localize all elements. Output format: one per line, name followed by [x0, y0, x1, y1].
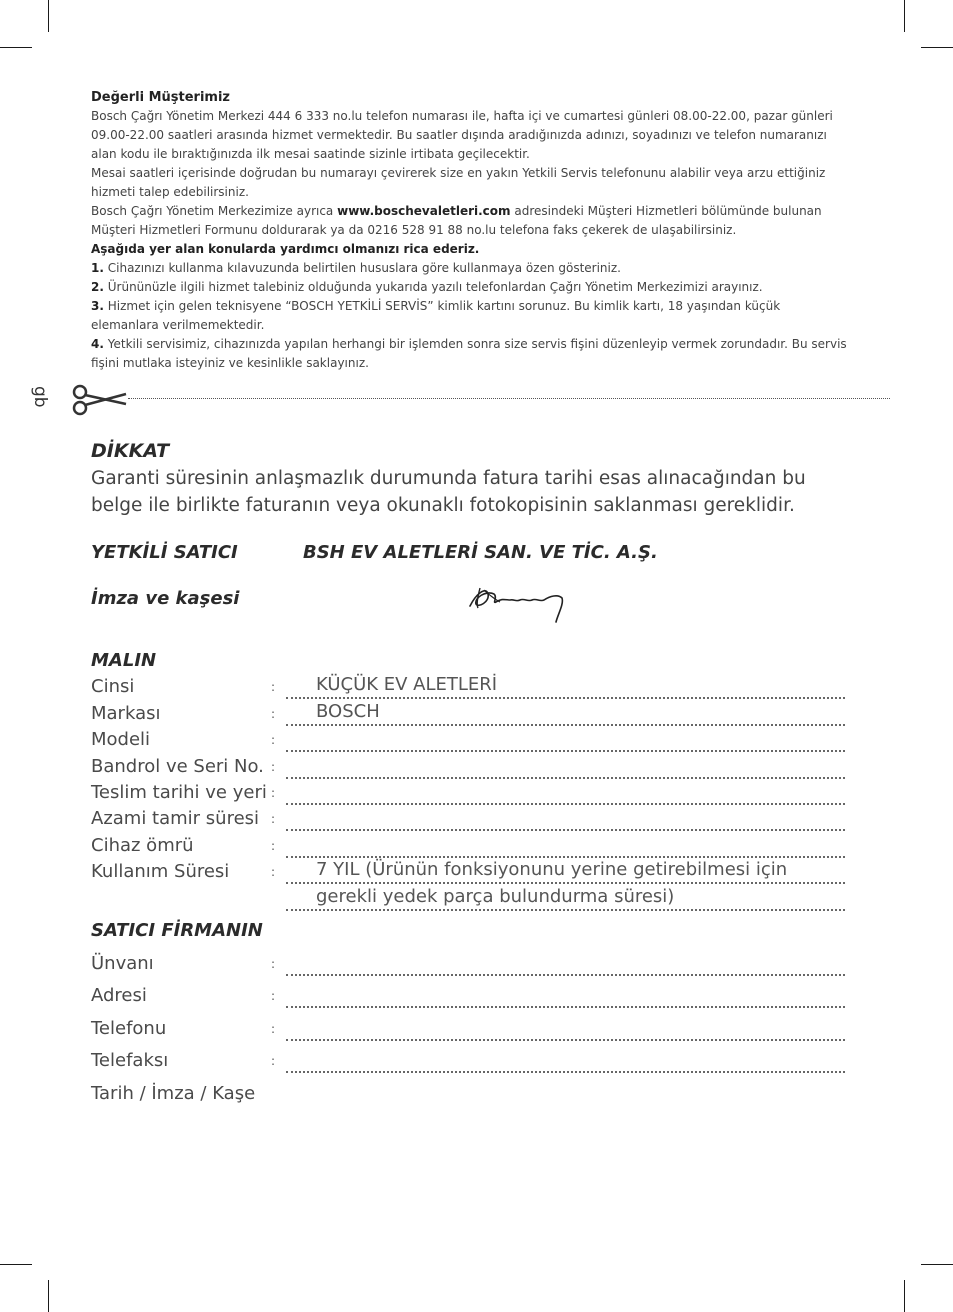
dotted-cut-line: [128, 398, 890, 399]
crop-mark: [904, 1280, 905, 1312]
language-code: gb: [30, 386, 50, 408]
product-section-title: MALIN: [91, 650, 157, 671]
intro-paragraph-web: Bosch Çağrı Yönetim Merkezimize ayrıca www.boschevaletleri.com adresindeki Müşteri Hizmetleri bölümünde bulunan Müşteri Hizmetleri Formunu doldurarak ya da 0216 528 91 88 no.lu telefona faks çekerek de ulaşabilirsiniz.: [91, 204, 822, 237]
crop-mark: [48, 0, 49, 32]
seller-title-input-line[interactable]: [286, 974, 845, 976]
intro-heading: Değerli Müşterimiz: [91, 90, 230, 105]
seller-field-address: Adresi :: [91, 985, 845, 1011]
intro-paragraph-hours: Bosch Çağrı Yönetim Merkezi 444 6 333 no.lu telefon numarası ile, hafta içi ve cumartesi günleri 08.00-22.00, pazar günleri 09.00-22.00 saatleri arasında hizmet vermektedir. Bu saatler dışında aradığınızda adınızı, soyadınızı ve telefon numaranızı alan kodu ile bıraktığınızda ilk mesai saatinde sizinle irtibata geçilecektir.: [91, 109, 833, 161]
dealer-label: YETKİLİ SATICI: [91, 542, 238, 563]
seller-field-title: Ünvanı :: [91, 953, 845, 979]
lifetime-input-line[interactable]: [286, 856, 845, 858]
request-text: Aşağıda yer alan konularda yardımcı olmanızı rica ederiz.: [91, 242, 480, 256]
product-field-usage-continued: gerekli yedek parça bulundurma süresi): [91, 888, 845, 914]
crop-mark: [904, 0, 905, 32]
crop-mark: [48, 1280, 49, 1312]
seller-field-phone: Telefonu :: [91, 1018, 845, 1044]
date-signature-label: Tarih / İmza / Kaşe: [91, 1083, 256, 1104]
dealer-name: BSH EV ALETLERİ SAN. VE TİC. A.Ş.: [303, 542, 658, 563]
product-field-brand: Markası : BOSCH: [91, 703, 845, 729]
warning-text: Garanti süresinin anlaşmazlık durumunda fatura tarihi esas alınacağından bu belge ile birlikte faturanın veya okunaklı fotokopisinin saklanması gereklidir.: [91, 468, 806, 516]
model-input-line[interactable]: [286, 750, 845, 752]
crop-mark: [0, 47, 32, 48]
usage-input-line[interactable]: [286, 882, 845, 884]
list-item: 4. Yetkili servisimiz, cihazınızda yapılan herhangi bir işlemden sonra size servis fişini düzenleyip vermek zorundadır. Bu servis fişini mutlaka isteyiniz ve kesinlikle saklayınız.: [91, 337, 847, 370]
list-item: 1. Cihazınızı kullanma kılavuzunda belirtilen hususlara göre kullanmaya özen gösteriniz.: [91, 261, 621, 275]
crop-mark: [921, 47, 953, 48]
product-field-usage: Kullanım Süresi : 7 YIL (Ürünün fonksiyonunu yerine getirebilmesi için: [91, 861, 845, 887]
list-item: 2. Ürününüzle ilgili hizmet talebiniz olduğunda yukarıda yazılı telefonlardan Çağrı Yönetim Merkezimizi arayınız.: [91, 280, 763, 294]
brand-input-line[interactable]: [286, 724, 845, 726]
type-input-line[interactable]: [286, 697, 845, 699]
seller-address-input-line[interactable]: [286, 1006, 845, 1008]
product-field-model: Modeli :: [91, 729, 845, 755]
product-field-delivery: Teslim tarihi ve yeri :: [91, 782, 845, 808]
crop-mark: [0, 1264, 32, 1265]
seller-field-fax: Telefaksı :: [91, 1050, 845, 1076]
serial-input-line[interactable]: [286, 777, 845, 779]
list-item: 3. Hizmet için gelen teknisyene “BOSCH YETKİLİ SERVİS” kimlik kartını sorunuz. Bu kimlik kartı, 18 yaşından küçük elemanlara verilmemektedir.: [91, 299, 781, 332]
usage-input-line-2[interactable]: [286, 909, 845, 911]
product-field-serial: Bandrol ve Seri No. :: [91, 756, 845, 782]
signature-label: İmza ve kaşesi: [91, 588, 240, 609]
seller-fax-input-line[interactable]: [286, 1071, 845, 1073]
product-field-lifetime: Cihaz ömrü :: [91, 835, 845, 861]
seller-section-title: SATICI FİRMANIN: [91, 920, 263, 941]
product-field-type: Cinsi : KÜÇÜK EV ALETLERİ: [91, 676, 845, 702]
intro-paragraph-service: Mesai saatleri içerisinde doğrudan bu numarayı çevirerek size en yakın Yetkili Servis telefonunu alabilir veya arzu ettiğiniz hizmeti talep edebilirsiniz.: [91, 166, 826, 199]
repair-time-input-line[interactable]: [286, 829, 845, 831]
website-link[interactable]: www.boschevaletleri.com: [337, 204, 511, 218]
customer-info-section: [91, 88, 851, 373]
cut-line: [30, 382, 890, 418]
crop-mark: [921, 1264, 953, 1265]
signature-image: [466, 580, 570, 626]
scissors-icon: [70, 382, 128, 418]
seller-phone-input-line[interactable]: [286, 1039, 845, 1041]
warning-title: DİKKAT: [91, 440, 170, 462]
delivery-input-line[interactable]: [286, 803, 845, 805]
product-field-repair-time: Azami tamir süresi :: [91, 808, 845, 834]
